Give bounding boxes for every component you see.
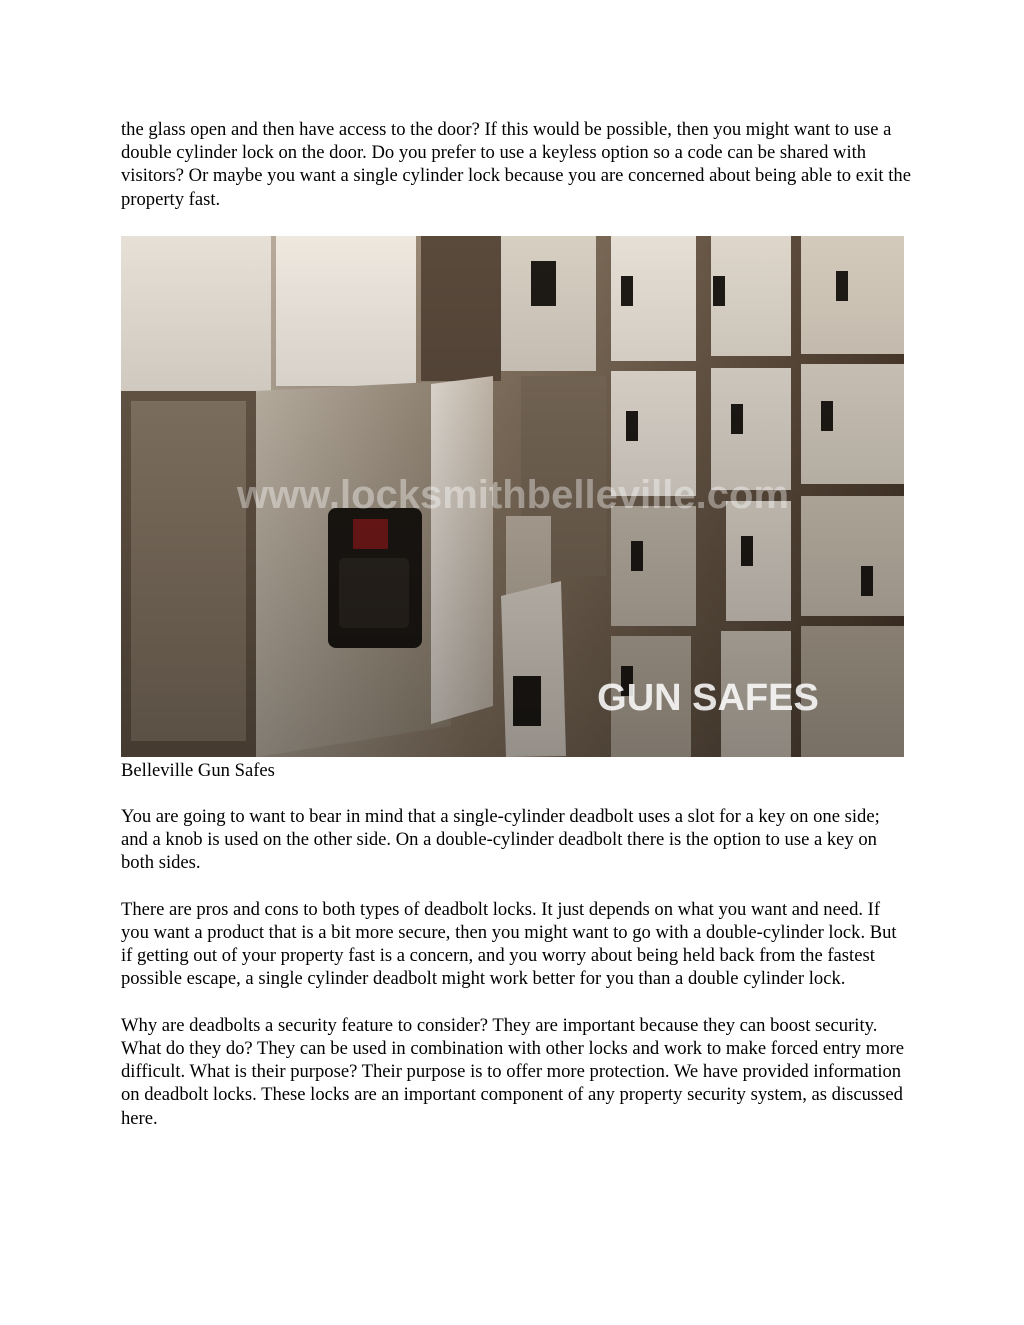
body-text [121,805,911,1153]
watermark-text: www.locksmithbelleville.com [236,473,790,517]
figure-caption: Belleville Gun Safes [121,760,275,781]
paragraph-pros-cons: There are pros and cons to both types of deadbolt locks. It just depends on what you want and need. If you want a product that is a bit more secure, then you might want to go with a double-cylinder lock. But if getting out of your property fast is a concern, and you worry about being held back from the fastest possible escape, a single cylinder deadbolt might work better for you than a double cylinder lock. [121,898,897,990]
document-page [121,118,911,211]
overlay-title: GUN SAFES [597,677,819,719]
gun-safes-photo [121,236,904,757]
paragraph-why-deadbolts: Why are deadbolts a security feature to consider? They are important because they can boost security. What do they do? They can be used in combination with other locks and work to make forced entry more difficult. What is their purpose? Their purpose is to offer more protection. We have provided information on deadbolt locks. These locks are an important component of any property security system, as discussed here. [121,1014,904,1129]
intro-paragraph: the glass open and then have access to the door? If this would be possible, then you might want to use a double cylinder lock on the door. Do you prefer to use a keyless option so a code can be shared with visitors? Or maybe you want a single cylinder lock because you are concerned about being able to exit the property fast. [121,119,911,210]
photo-illustration [121,236,904,757]
paragraph-deadbolt-types: You are going to want to bear in mind that a single-cylinder deadbolt uses a slot for a key on one side; and a knob is used on the other side. On a double-cylinder deadbolt there is the option to use a key on both sides. [121,806,880,874]
